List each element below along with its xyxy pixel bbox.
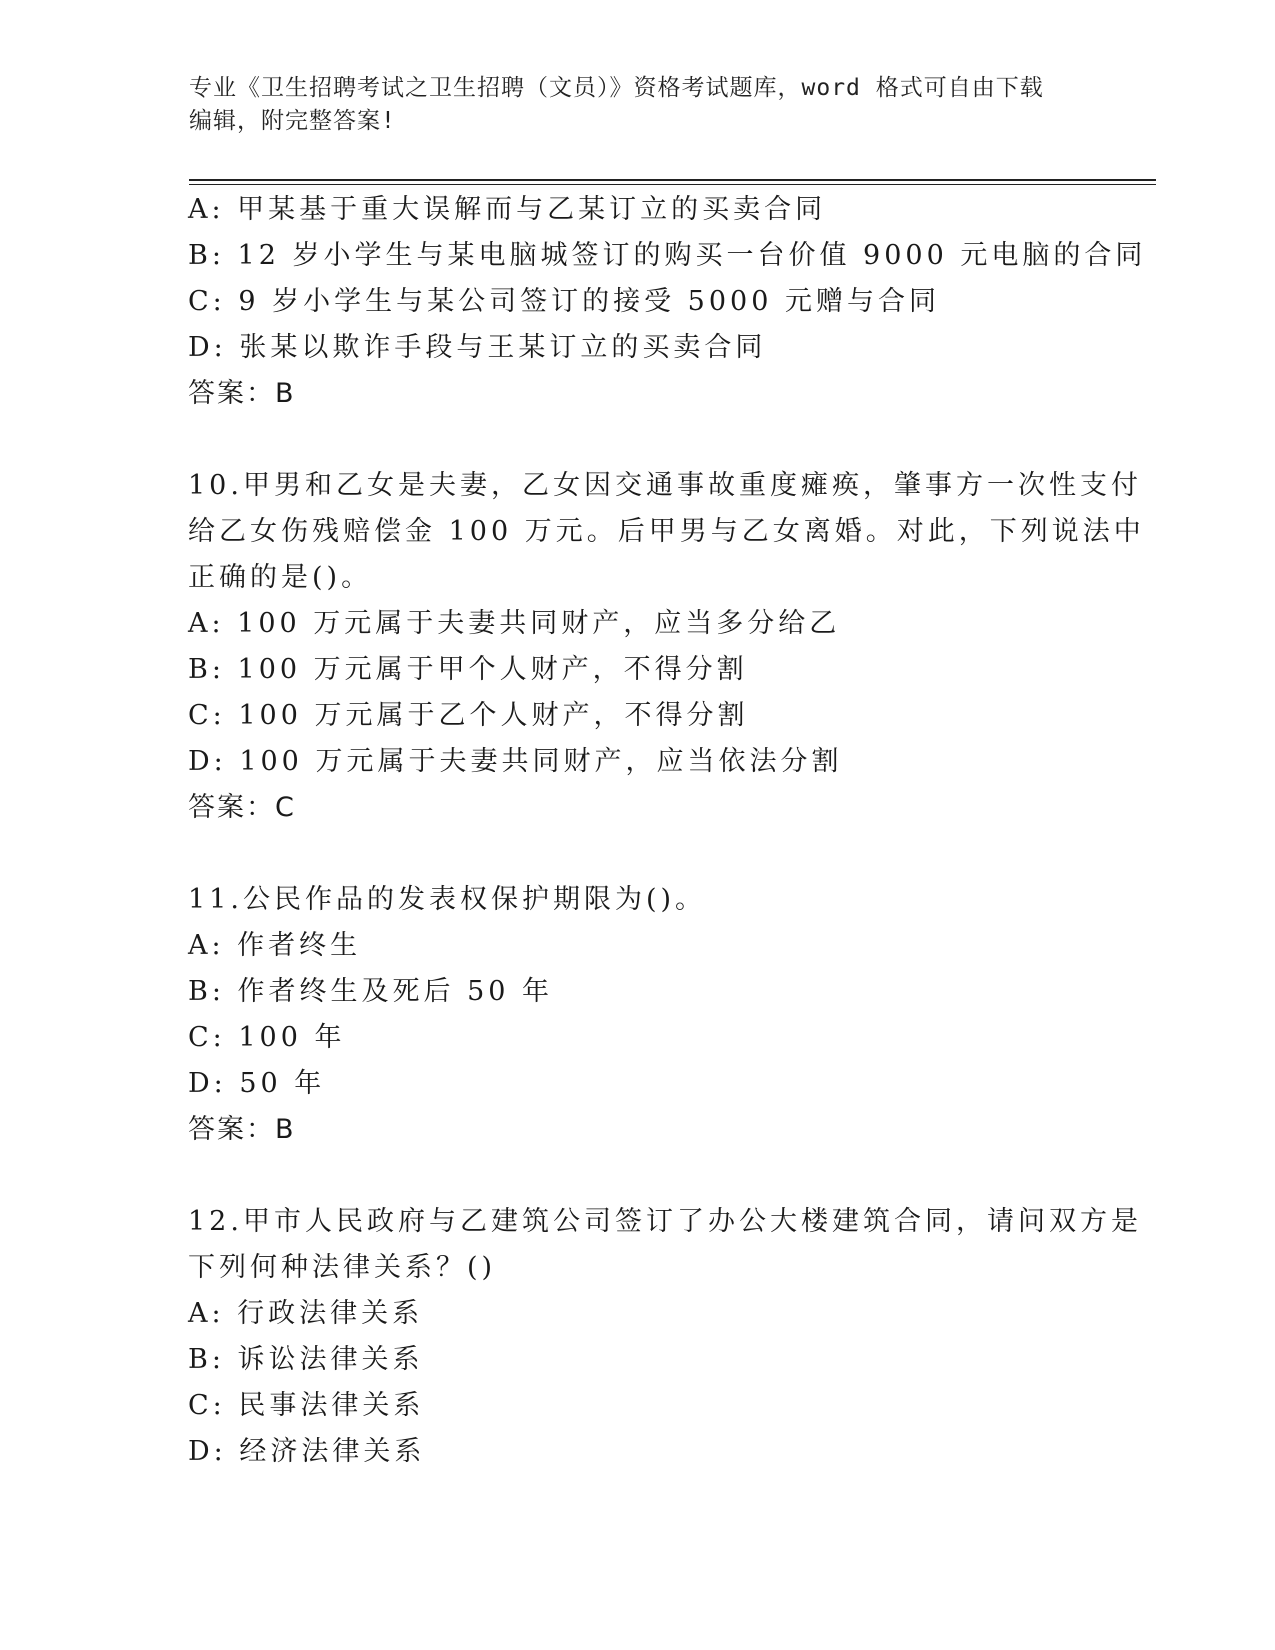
option-b: B: 100 万元属于甲个人财产，不得分割 (188, 654, 748, 685)
option-a: A: 100 万元属于夫妻共同财产，应当多分给乙 (188, 608, 841, 639)
option-c: C: 100 年 (188, 1022, 346, 1053)
spacer (188, 1153, 1088, 1199)
option-c: C: 100 万元属于乙个人财产，不得分割 (188, 700, 749, 731)
question-10 (188, 463, 1145, 831)
option-d: D: 50 年 (188, 1068, 326, 1099)
question-9 (188, 187, 1147, 417)
option-a: A: 行政法律关系 (188, 1298, 424, 1329)
question-stem-line-2: 下列何种法律关系？() (188, 1252, 497, 1283)
question-11 (188, 877, 1088, 1153)
answer: 答案：B (188, 378, 296, 409)
question-stem-line-1: 12.甲市人民政府与乙建筑公司签订了办公大楼建筑合同，请问双方是 (188, 1206, 1142, 1237)
option-b: B: 诉讼法律关系 (188, 1344, 424, 1375)
spacer (188, 417, 1088, 463)
header-line-1: 专业《卫生招聘考试之卫生招聘（文员）》资格考试题库，word 格式可自由下载 (189, 75, 1044, 101)
question-stem-line-3: 正确的是()。 (188, 562, 373, 593)
option-b: B: 作者终生及死后 50 年 (188, 976, 554, 1007)
option-d: D: 张某以欺诈手段与王某订立的买卖合同 (188, 332, 767, 363)
option-d: D: 100 万元属于夫妻共同财产，应当依法分割 (188, 746, 843, 777)
header-divider-thick (189, 179, 1156, 181)
question-stem-line-2: 给乙女伤残赔偿金 100 万元。后甲男与乙女离婚。对此，下列说法中 (188, 516, 1145, 547)
option-d: D: 经济法律关系 (188, 1436, 426, 1467)
header-line-2: 编辑，附完整答案! (189, 108, 396, 134)
option-b: B: 12 岁小学生与某电脑城签订的购买一台价值 9000 元电脑的合同 (188, 240, 1147, 271)
answer: 答案：C (188, 792, 296, 823)
option-c: C: 民事法律关系 (188, 1390, 425, 1421)
option-a: A: 甲某基于重大误解而与乙某订立的买卖合同 (188, 194, 827, 225)
question-stem-line-1: 10.甲男和乙女是夫妻，乙女因交通事故重度瘫痪，肇事方一次性支付 (188, 470, 1142, 501)
document-header (189, 72, 1089, 138)
answer: 答案：B (188, 1114, 296, 1145)
header-divider-thin (189, 184, 1156, 185)
question-list (188, 187, 1147, 1475)
question-12 (188, 1199, 1142, 1475)
spacer (188, 831, 1088, 877)
question-stem-line-1: 11.公民作品的发表权保护期限为()。 (188, 884, 707, 915)
option-c: C: 9 岁小学生与某公司签订的接受 5000 元赠与合同 (188, 286, 940, 317)
option-a: A: 作者终生 (188, 930, 362, 961)
